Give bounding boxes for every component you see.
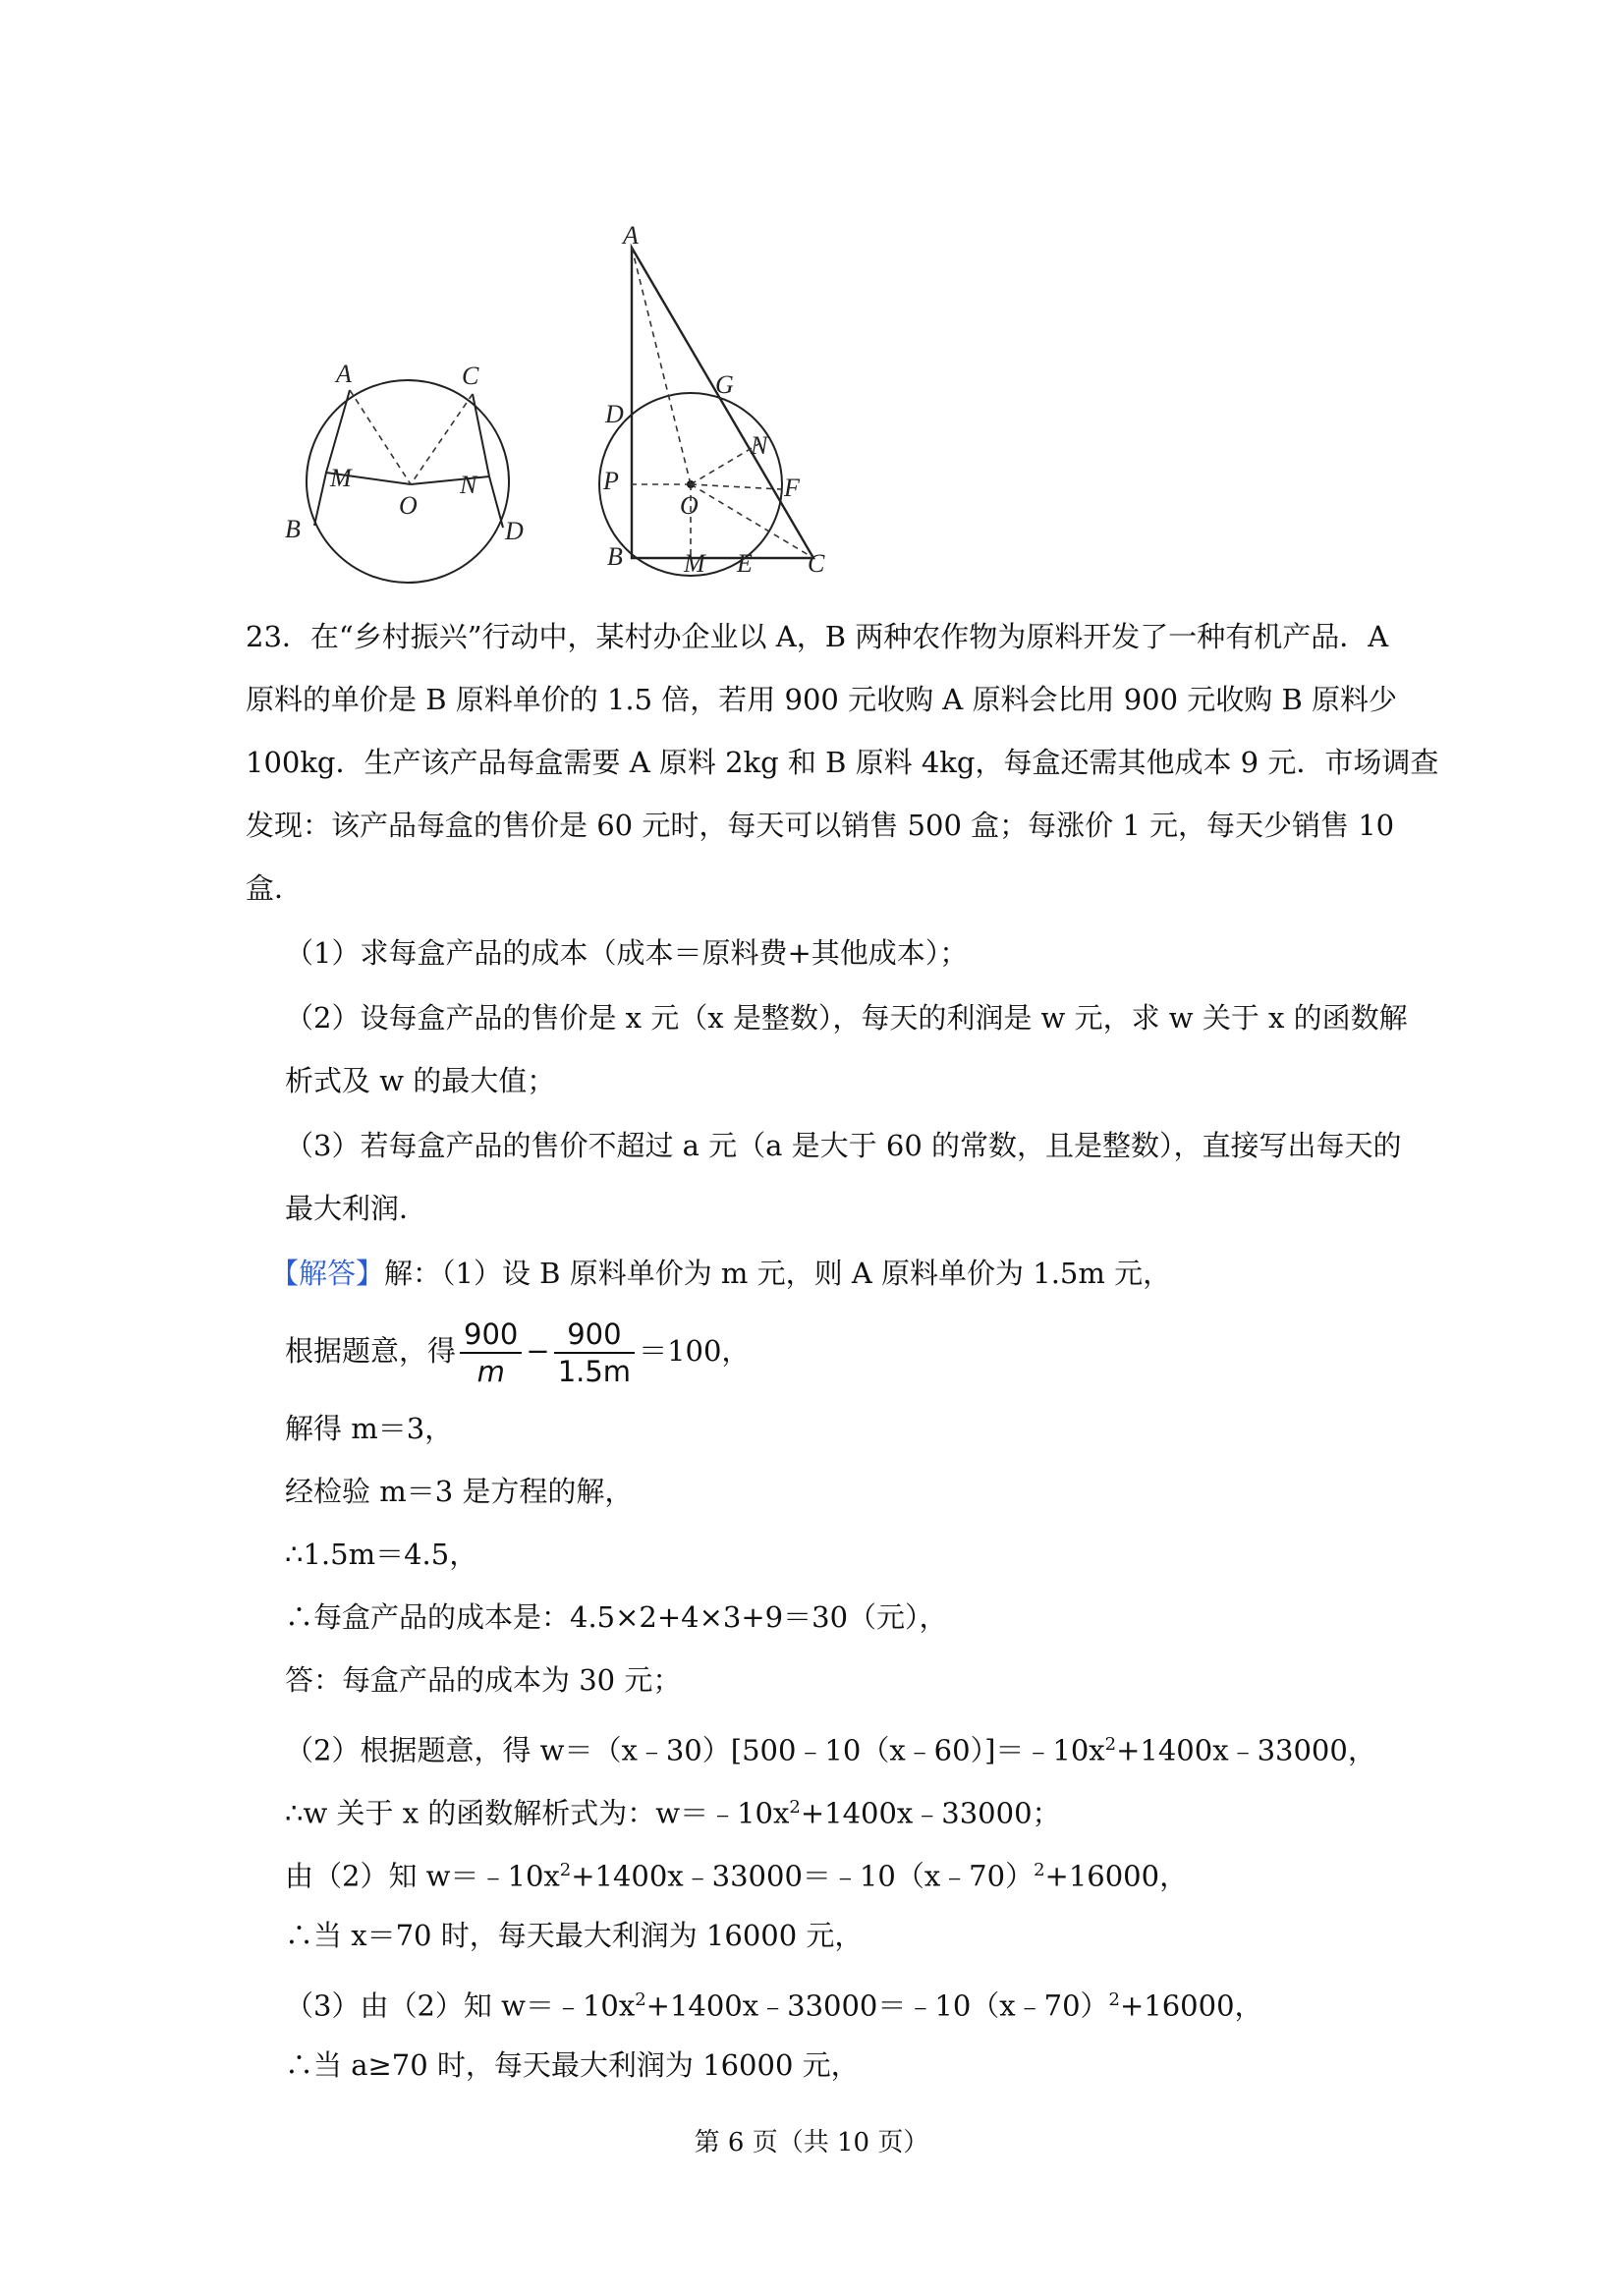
figure-circle-chords bbox=[285, 359, 540, 585]
answer-line-9-sup: 2 bbox=[789, 1797, 801, 1818]
fig2-label-m: M bbox=[684, 549, 705, 578]
answer-tag: 【解答】 bbox=[270, 1257, 385, 1290]
answer-intro-line bbox=[270, 1254, 1171, 1293]
question-3-line-2: 最大利润． bbox=[285, 1192, 428, 1225]
answer-line-9-part-b: +1400x﹣33000； bbox=[800, 1796, 1061, 1830]
question-2-line-1: （2）设每盒产品的售价是 x 元（x 是整数），每天的利润是 w 元，求 w 关于 x 的函数解 bbox=[285, 1001, 1408, 1035]
answer-line-12-sup-1: 2 bbox=[635, 1989, 646, 2010]
answer-line-12-part-a: （3）由（2）知 w＝﹣10x bbox=[285, 1988, 636, 2023]
answer-line-5: ∴1.5m＝4.5， bbox=[285, 1538, 478, 1571]
equation-minus: − bbox=[526, 1334, 550, 1368]
answer-line-3: 解得 m＝3， bbox=[285, 1412, 454, 1445]
answer-line-9-part-a: ∴w 关于 x 的函数解析式为：w＝﹣10x bbox=[285, 1796, 790, 1830]
fig2-label-d: D bbox=[605, 400, 624, 428]
answer-line-12-part-c: +16000， bbox=[1119, 1988, 1263, 2023]
answer-line-8-part-b: +1400x﹣33000， bbox=[1116, 1733, 1376, 1767]
answer-line-12 bbox=[285, 1981, 1263, 2026]
fig1-label-m: M bbox=[330, 464, 352, 492]
fraction-1 bbox=[460, 1316, 522, 1389]
fig2-label-c: C bbox=[808, 549, 825, 578]
answer-line-11: ∴当 x＝70 时，每天最大利润为 16000 元， bbox=[285, 1919, 864, 1952]
question-1: （1）求每盒产品的成本（成本＝原料费+其他成本）； bbox=[285, 936, 969, 970]
problem-line-3: 100kg．生产该产品每盒需要 A 原料 2kg 和 B 原料 4kg，每盒还需其他成本 9 元．市场调查 bbox=[246, 746, 1439, 779]
answer-line-13: ∴当 a≥70 时，每天最大利润为 16000 元， bbox=[285, 2048, 860, 2082]
answer-line-8 bbox=[285, 1725, 1376, 1770]
answer-line-8-sup: 2 bbox=[1104, 1734, 1117, 1755]
answer-line-10-part-a: 由（2）知 w＝﹣10x bbox=[285, 1859, 560, 1893]
fig1-label-a: A bbox=[336, 360, 352, 388]
problem-line-1: 23．在“乡村振兴”行动中，某村办企业以 A，B 两种农作物为原料开发了一种有机产品．A bbox=[246, 620, 1389, 653]
answer-line-10-sup-1: 2 bbox=[559, 1860, 572, 1880]
page-footer: 第 6 页（共 10 页） bbox=[694, 2128, 929, 2157]
answer-line-10-sup-2: 2 bbox=[1034, 1860, 1045, 1880]
problem-line-4: 发现：该产品每盒的售价是 60 元时，每天可以销售 500 盒；每涨价 1 元，每天少销售 10 bbox=[246, 809, 1395, 842]
answer-line-10-part-b: +1400x﹣33000＝﹣10（x﹣70） bbox=[571, 1859, 1035, 1893]
fig2-label-e: E bbox=[737, 549, 753, 578]
fig2-label-a: A bbox=[623, 226, 639, 250]
answer-line-10 bbox=[285, 1851, 1188, 1896]
fraction-1-numerator: 900 bbox=[460, 1316, 522, 1354]
answer-line-12-sup-2: 2 bbox=[1108, 1989, 1120, 2010]
fig2-label-p: P bbox=[603, 467, 619, 495]
answer-line-7: 答：每盒产品的成本为 30 元； bbox=[285, 1663, 682, 1697]
equation-prefix: 根据题意，得 bbox=[285, 1334, 457, 1368]
fig1-label-n: N bbox=[460, 471, 477, 499]
fraction-2-denominator: 1.5m bbox=[557, 1355, 632, 1388]
fig2-label-o: O bbox=[680, 491, 699, 520]
problem-line-5: 盒． bbox=[246, 871, 304, 905]
answer-line-8-part-a: （2）根据题意，得 w＝（x﹣30）[500﹣10（x﹣60）]＝﹣10x bbox=[285, 1733, 1105, 1767]
fig1-label-c: C bbox=[462, 362, 479, 390]
fig1-label-b: B bbox=[285, 515, 301, 543]
equation-suffix: ＝100， bbox=[639, 1334, 751, 1368]
question-3-line-1: （3）若每盒产品的售价不超过 a 元（a 是大于 60 的常数，且是整数），直接写出每天的 bbox=[285, 1129, 1402, 1162]
problem-line-2: 原料的单价是 B 原料单价的 1.5 倍，若用 900 元收购 A 原料会比用 900 元收购 B 原料少 bbox=[246, 683, 1398, 716]
fig2-label-b: B bbox=[607, 542, 623, 571]
question-2-line-2: 析式及 w 的最大值； bbox=[285, 1064, 556, 1097]
fig2-label-f: F bbox=[784, 474, 800, 502]
figure-triangle-circle bbox=[589, 226, 845, 585]
fraction-2-numerator: 900 bbox=[554, 1316, 635, 1354]
fig1-label-o: O bbox=[399, 491, 418, 520]
fig1-label-d: D bbox=[505, 517, 524, 545]
answer-line-6: ∴每盒产品的成本是：4.5×2+4×3+9＝30（元）， bbox=[285, 1600, 948, 1634]
fig2-label-n: N bbox=[751, 431, 768, 460]
answer-intro: 解：（1）设 B 原料单价为 m 元，则 A 原料单价为 1.5m 元， bbox=[384, 1257, 1172, 1290]
figure-triangle-circle-svg bbox=[589, 226, 845, 585]
answer-line-9 bbox=[285, 1788, 1061, 1833]
fraction-2 bbox=[554, 1316, 635, 1389]
fig2-label-g: G bbox=[715, 370, 734, 399]
answer-line-10-part-c: +16000， bbox=[1044, 1859, 1189, 1893]
answer-line-4: 经检验 m＝3 是方程的解， bbox=[285, 1475, 634, 1508]
figure-circle-chords-svg bbox=[285, 359, 540, 585]
fraction-1-denominator: m bbox=[476, 1355, 505, 1388]
answer-line-12-part-b: +1400x﹣33000＝﹣10（x﹣70） bbox=[645, 1988, 1109, 2023]
answer-equation-line bbox=[285, 1313, 750, 1389]
